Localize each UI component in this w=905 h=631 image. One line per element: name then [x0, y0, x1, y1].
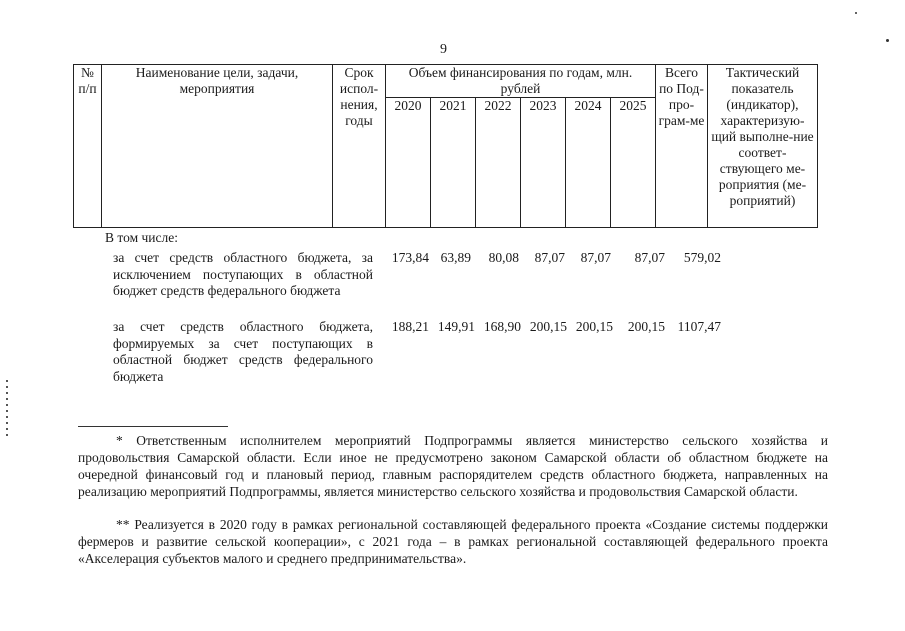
col-header-indicator: Тактический показатель (индикатор), характеризую-щий выполне-ние соответ-ствующего ме-роприятия (ме-роприятий): [708, 65, 818, 228]
col-header-year: 2022: [476, 98, 521, 228]
row-value: 168,90: [483, 319, 521, 334]
intro-text: В том числе:: [105, 230, 178, 245]
col-header-year: 2025: [611, 98, 656, 228]
row-total: 579,02: [683, 250, 721, 265]
col-header-total: Всего по Под-про-грам-ме: [656, 65, 708, 228]
row-total: 1107,47: [677, 319, 721, 334]
scan-edge-marks: [6, 380, 8, 440]
col-header-year: 2023: [521, 98, 566, 228]
row-value: 87,07: [534, 250, 565, 265]
row-value: 149,91: [437, 319, 475, 334]
row-label: за счет средств областного бюджета, формируемых за счет поступающих в областной бюджет средств федерального бюджета: [113, 319, 373, 384]
footnote-2: ** Реализуется в 2020 году в рамках региональной составляющей федерального проекта «Создание системы поддержки фермеров и развитие сельской кооперации», с 2021 года – в рамках региональной составляющей федерального проекта «Акселерация субъектов малого и среднего предпринимательства».: [78, 517, 828, 566]
row-value: 173,84: [391, 250, 429, 265]
scan-speck: [886, 39, 889, 42]
col-header-name: Наименование цели, задачи, мероприятия: [102, 65, 333, 228]
row-value: 80,08: [488, 250, 519, 265]
col-header-num: № п/п: [74, 65, 102, 228]
scan-speck: [855, 12, 857, 14]
col-header-year: 2024: [566, 98, 611, 228]
row-value: 87,07: [634, 250, 665, 265]
row-label: за счет средств областного бюджета, за исключением поступающих в областной бюджет средств федерального бюджета: [113, 250, 373, 298]
row-value: 200,15: [575, 319, 613, 334]
row-value: 188,21: [391, 319, 429, 334]
row-value: 200,15: [627, 319, 665, 334]
row-value: 87,07: [580, 250, 611, 265]
table-header: [73, 64, 818, 228]
col-header-term: Срок испол-нения, годы: [333, 65, 386, 228]
page-number: 9: [440, 42, 447, 57]
footnote-divider: [78, 426, 228, 427]
col-header-year: 2021: [431, 98, 476, 228]
footnote-1: * Ответственным исполнителем мероприятий Подпрограммы является министерство сельского хозяйства и продовольствия Самарской области. Если иное не предусмотрено законом Самарской области об областном бюджете на очередной финансовый год и плановый период, главным распорядителем средств областного бюджета, направленных на реализацию мероприятий Подпрограммы, является министерство сельского хозяйства и продовольствия Самарской области.: [78, 433, 828, 499]
col-header-year: 2020: [386, 98, 431, 228]
col-header-funding: Объем финансирования по годам, млн. рублей: [386, 65, 656, 98]
row-value: 63,89: [440, 250, 471, 265]
row-value: 200,15: [529, 319, 567, 334]
